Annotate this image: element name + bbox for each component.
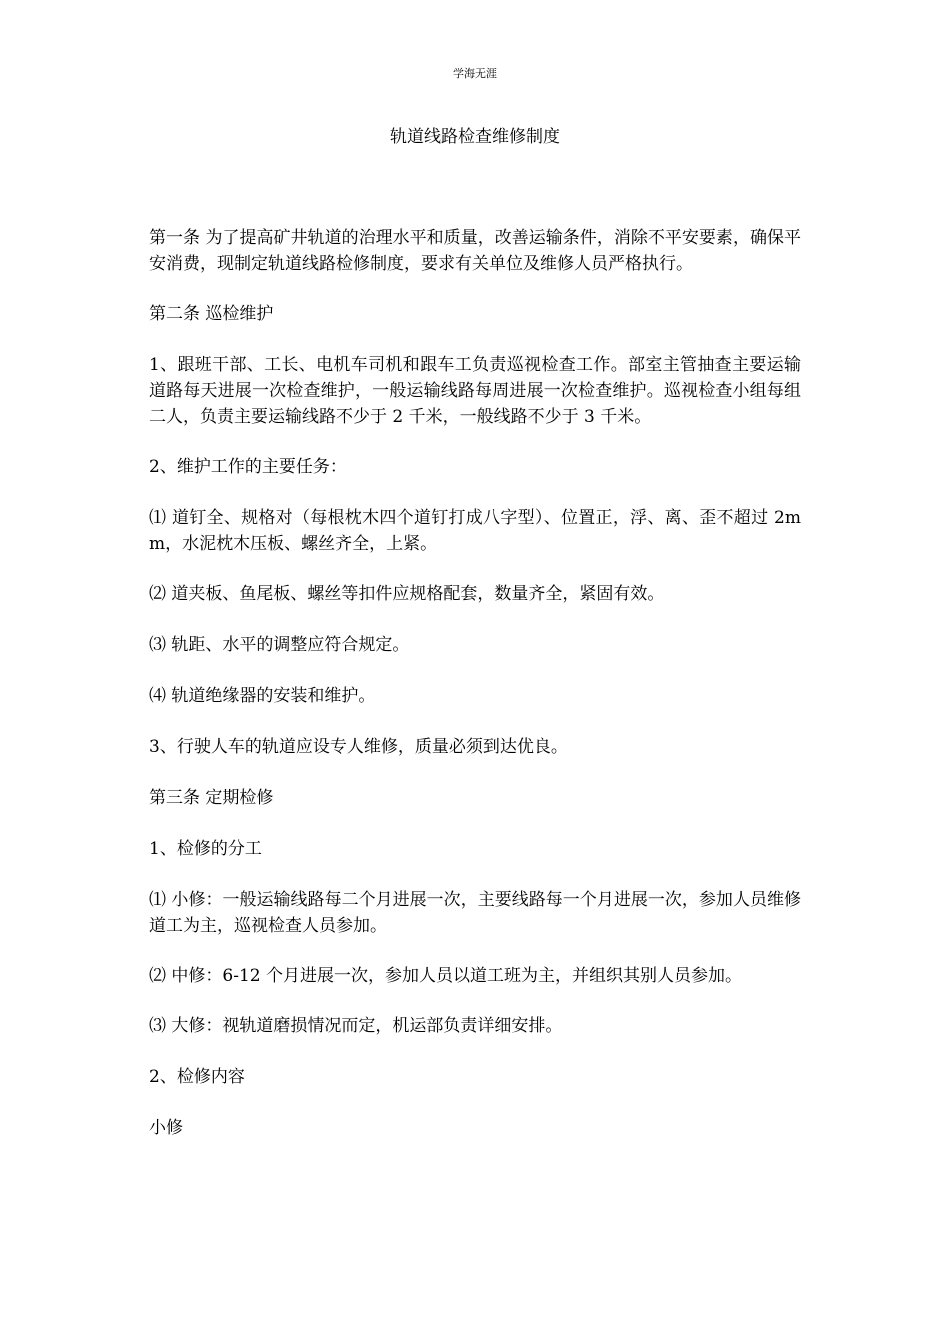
paragraph-passenger-track: 3、行驶人车的轨道应设专人维修，质量必须到达优良。 (149, 737, 568, 757)
document-body (149, 225, 801, 1166)
document-title: 轨道线路检查维修制度 (390, 127, 560, 147)
page-header-mark: 学海无涯 (453, 67, 497, 80)
paragraph-article-3-heading: 第三条 定期检修 (149, 788, 274, 808)
paragraph-inspection-duty: 1、跟班干部、工长、电机车司机和跟车工负责巡视检查工作。部室主管抽查主要运输道路每天进展一次检查维护，一般运输线路每周进展一次检查维护。巡视检查小组每组二人，负责主要运输线路不少于 2 千米，一般线路不少于 3 千米。 (149, 355, 801, 427)
paragraph-minor-repair-heading: 小修 (149, 1118, 183, 1138)
paragraph-task-3: ⑶ 轨距、水平的调整应符合规定。 (149, 635, 410, 655)
paragraph-division-heading: 1、检修的分工 (149, 839, 262, 859)
paragraph-task-4: ⑷ 轨道绝缘器的安装和维护。 (149, 686, 376, 706)
paragraph-minor-repair: ⑴ 小修：一般运输线路每二个月进展一次，主要线路每一个月进展一次，参加人员维修道工为主，巡视检查人员参加。 (149, 890, 801, 936)
paragraph-medium-repair: ⑵ 中修：6-12 个月进展一次，参加人员以道工班为主，并组织其别人员参加。 (149, 966, 742, 986)
paragraph-article-1: 第一条 为了提高矿井轨道的治理水平和质量，改善运输条件，消除不平安要素，确保平安消费，现制定轨道线路检修制度，要求有关单位及维修人员严格执行。 (149, 228, 801, 274)
paragraph-content-heading: 2、检修内容 (149, 1067, 245, 1087)
paragraph-major-repair: ⑶ 大修：视轨道磨损情况而定，机运部负责详细安排。 (149, 1016, 563, 1036)
paragraph-article-2-heading: 第二条 巡检维护 (149, 304, 274, 324)
paragraph-task-2: ⑵ 道夹板、鱼尾板、螺丝等扣件应规格配套，数量齐全，紧固有效。 (149, 584, 665, 604)
paragraph-task-1: ⑴ 道钉全、规格对（每根枕木四个道钉打成八字型）、位置正，浮、离、歪不超过 2mm，水泥枕木压板、螺丝齐全，上紧。 (149, 508, 801, 554)
paragraph-maintenance-tasks-heading: 2、维护工作的主要任务： (149, 457, 347, 477)
